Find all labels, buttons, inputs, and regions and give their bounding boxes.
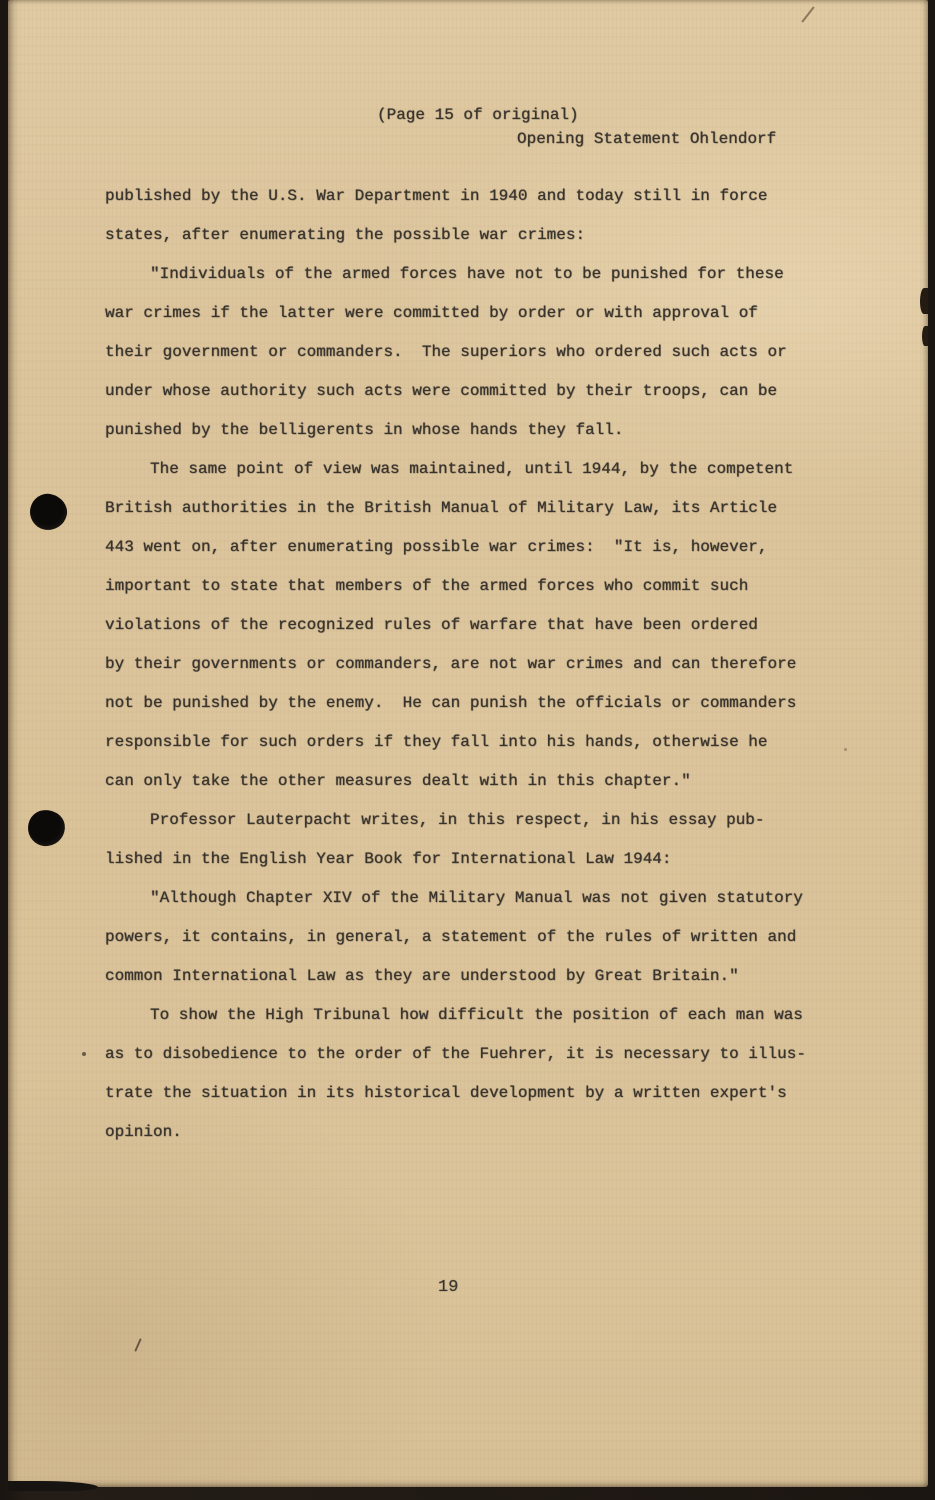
typewritten-line: published by the U.S. War Department in 1940 and today still in force bbox=[105, 187, 768, 205]
typewritten-line: trate the situation in its historical development by a written expert's bbox=[105, 1084, 787, 1102]
typewritten-line: "Although Chapter XIV of the Military Manual was not given statutory bbox=[150, 889, 803, 907]
right-edge-stain bbox=[920, 288, 928, 314]
typewritten-line: their government or commanders. The superiors who ordered such acts or bbox=[105, 343, 787, 361]
paper-scratch-mark bbox=[801, 6, 814, 22]
document-page bbox=[8, 0, 928, 1487]
typewritten-line: To show the High Tribunal how difficult the position of each man was bbox=[150, 1006, 803, 1024]
typewritten-line: can only take the other measures dealt with in this chapter." bbox=[105, 772, 691, 790]
page-reference-header: (Page 15 of original) bbox=[377, 106, 579, 124]
typewritten-line: 443 went on, after enumerating possible war crimes: "It is, however, bbox=[105, 538, 768, 556]
typewritten-line: responsible for such orders if they fall into his hands, otherwise he bbox=[105, 733, 768, 751]
typewritten-line: opinion. bbox=[105, 1123, 182, 1141]
typewritten-line: important to state that members of the armed forces who commit such bbox=[105, 577, 749, 595]
typewritten-line: powers, it contains, in general, a statement of the rules of written and bbox=[105, 928, 797, 946]
typewritten-line: under whose authority such acts were committed by their troops, can be bbox=[105, 382, 778, 400]
typewritten-line: not be punished by the enemy. He can punish the officials or commanders bbox=[105, 694, 797, 712]
right-edge-stain bbox=[922, 326, 928, 346]
paper-speck bbox=[82, 1052, 86, 1056]
typewritten-line: violations of the recognized rules of warfare that have been ordered bbox=[105, 616, 758, 634]
bottom-edge-tear bbox=[8, 1481, 98, 1491]
page-number: 19 bbox=[438, 1278, 459, 1297]
document-body bbox=[105, 177, 885, 1152]
typewritten-line: by their governments or commanders, are not war crimes and can therefore bbox=[105, 655, 797, 673]
paper-speck bbox=[844, 748, 847, 751]
typewritten-line: British authorities in the British Manual of Military Law, its Article bbox=[105, 499, 778, 517]
typewritten-line: states, after enumerating the possible war crimes: bbox=[105, 226, 586, 244]
typewritten-line: punished by the belligerents in whose hands they fall. bbox=[105, 421, 624, 439]
typewritten-line: common International Law as they are understood by Great Britain." bbox=[105, 967, 739, 985]
typewritten-line: "Individuals of the armed forces have not to be punished for these bbox=[150, 265, 784, 283]
typewritten-line: The same point of view was maintained, until 1944, by the competent bbox=[150, 460, 794, 478]
typewritten-line: lished in the English Year Book for International Law 1944: bbox=[105, 850, 672, 868]
typewritten-line: war crimes if the latter were committed by order or with approval of bbox=[105, 304, 758, 322]
typewritten-line: Professor Lauterpacht writes, in this respect, in his essay pub- bbox=[150, 811, 765, 829]
typewritten-line: as to disobedience to the order of the Fuehrer, it is necessary to illus- bbox=[105, 1045, 806, 1063]
document-title-header: Opening Statement Ohlendorf bbox=[517, 130, 777, 148]
paper-speck bbox=[134, 1338, 142, 1352]
